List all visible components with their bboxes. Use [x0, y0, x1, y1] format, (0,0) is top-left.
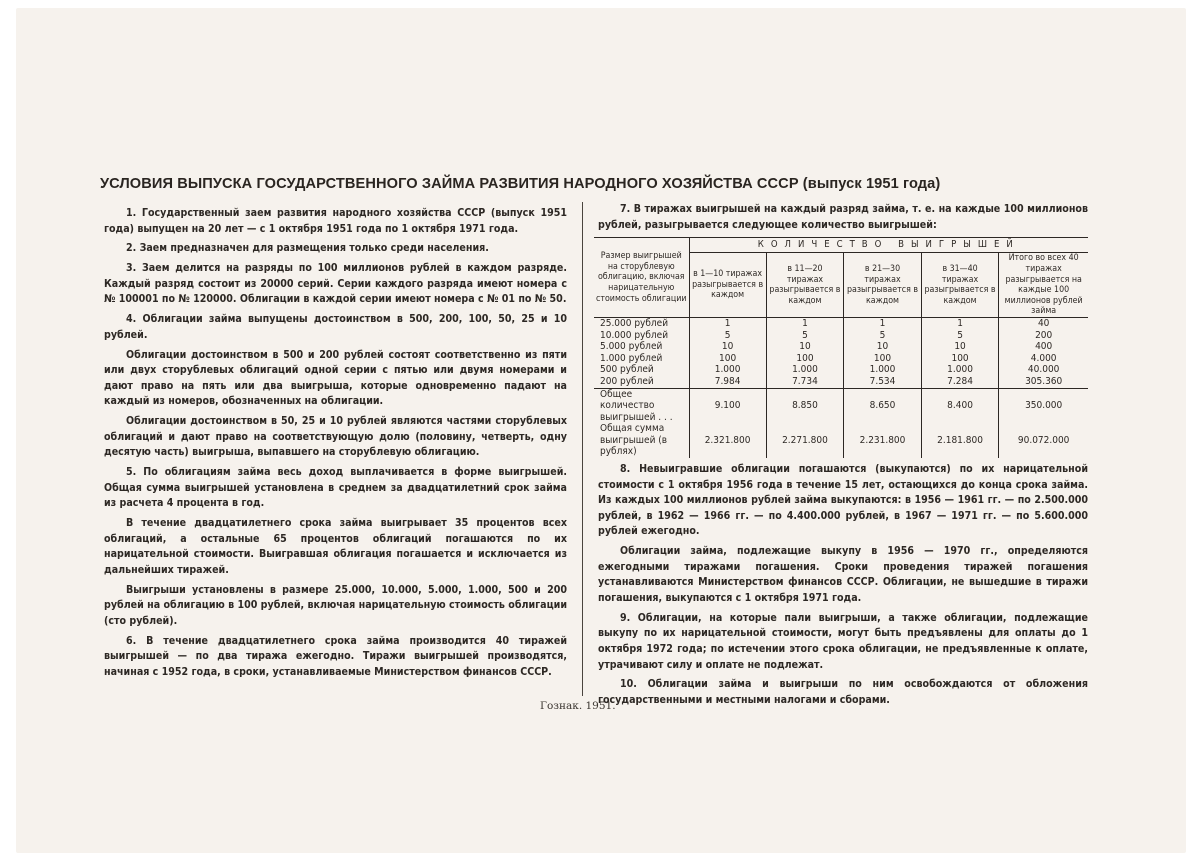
table-col-header: в 21—30 тиражах разыгрывается в каждом: [844, 253, 922, 318]
printer-imprint: Гознак. 1951.: [540, 700, 616, 712]
table-cell: 5: [766, 330, 844, 342]
table-cell: 400: [999, 341, 1088, 353]
table-cell: 7.734: [766, 376, 844, 388]
column-divider: [582, 202, 583, 696]
table-cell: 1.000: [689, 364, 766, 376]
table-cell: 1.000: [844, 364, 922, 376]
table-cell: 90.072.000: [999, 423, 1088, 458]
table-body: [594, 317, 1088, 458]
table-cell: 8.850: [766, 388, 844, 423]
table-cell: 100: [766, 353, 844, 365]
paragraph-7: 7. В тиражах выигрышей на каждый разряд займа, т. е. на каждые 100 миллионов рублей, разыгрывается следующее количество выигрышей:: [598, 203, 1088, 231]
table-row: [594, 330, 1088, 342]
table-cell: 5: [689, 330, 766, 342]
table-cell: 40.000: [999, 364, 1088, 376]
row-label: 200 рублей: [600, 375, 654, 387]
row-label: 10.000 рублей: [600, 329, 669, 341]
table-cell: 100: [844, 353, 922, 365]
table-cell: 40: [999, 317, 1088, 329]
table-cell: 1: [689, 317, 766, 329]
table-cell: 305.360: [999, 376, 1088, 388]
winnings-table: [594, 237, 1088, 458]
table-cell: 2.231.800: [844, 423, 922, 458]
table-col-header: в 11—20 тиражах разыгрывается в каждом: [766, 253, 844, 318]
table-cell: 9.100: [689, 388, 766, 423]
table-cell: 5: [921, 330, 999, 342]
table-cell: 2.271.800: [766, 423, 844, 458]
table-cell: 10: [689, 341, 766, 353]
table-cell: 100: [921, 353, 999, 365]
table-cell: 1: [844, 317, 922, 329]
table-cell: 4.000: [999, 353, 1088, 365]
row-label: 5.000 рублей: [600, 341, 663, 353]
table-cell: 7.284: [921, 376, 999, 388]
table-cell: 10: [844, 341, 922, 353]
table-cell: 7.984: [689, 376, 766, 388]
paragraph-4: 4. Облигации займа выпущены достоинством в 500, 200, 100, 50, 25 и 10 рублей.: [104, 313, 567, 341]
row-label: 1.000 рублей: [600, 352, 663, 364]
table-col-header: в 31—40 тиражах разыгрывается в каждом: [921, 253, 999, 318]
table-cell: 200: [999, 330, 1088, 342]
table-row: [594, 364, 1088, 376]
paragraph-5a: В течение двадцатилетнего срока займа выигрывает 35 процентов всех облигаций, а остальные 65 процентов облигаций погашаются по их нарицательной стоимости. Выигравшая облигация погашается и исключается из дальнейших тиражей.: [104, 517, 567, 576]
table-row: [594, 317, 1088, 329]
table-cell: 1.000: [766, 364, 844, 376]
row-label: 25.000 рублей: [600, 317, 669, 329]
table-cell: 5: [844, 330, 922, 342]
paragraph-8a: Облигации займа, подлежащие выкупу в 1956 — 1970 гг., определяются ежегодными тиражами погашения. Сроки проведения тиражей погашения устанавливаются Министерством финансов СССР. Облигации, не вышедшие в тиражи погашения, выкупаются с 1 октября 1971 года.: [598, 545, 1088, 604]
row-label: Общее количество выигрышей . . .: [594, 388, 689, 423]
paragraph-1: 1. Государственный заем развития народного хозяйства СССР (выпуск 1951 года) выпущен на 20 лет — с 1 октября 1951 года по 1 октября 1971 года.: [104, 207, 567, 235]
page-title: УСЛОВИЯ ВЫПУСКА ГОСУДАРСТВЕННОГО ЗАЙМА РАЗВИТИЯ НАРОДНОГО ХОЗЯЙСТВА СССР (выпуск 1951 года): [100, 176, 941, 192]
paragraph-5b: Выигрыши установлены в размере 25.000, 10.000, 5.000, 1.000, 500 и 200 рублей на облигацию в 100 рублей, включая нарицательную стоимость облигации (сто рублей).: [104, 583, 567, 627]
paragraph-2: 2. Заем предназначен для размещения только среди населения.: [126, 242, 489, 255]
paragraph-9: 9. Облигации, на которые пали выигрыши, а также облигации, подлежащие выкупу по их нарицательной стоимости, могут быть предъявлены для оплаты до 1 октября 1972 года; по истечении этого срока облигации, не предъявленные к оплате, утрачивают силу и оплате не подлежат.: [598, 611, 1088, 671]
row-label: Общая сумма выигрышей (в рублях): [600, 423, 668, 458]
table-cell: 1.000: [921, 364, 999, 376]
table-cell: 10: [921, 341, 999, 353]
right-column: [598, 202, 1088, 713]
paragraph-10: 10. Облигации займа и выигрыши по ним освобождаются от обложения государственными и местными налогами и сборами.: [598, 678, 1088, 706]
table-first-header: Размер выигрышей на сторублевую облигацию, включая нарицательную стоимость облигации: [594, 238, 689, 318]
table-cell: 10: [766, 341, 844, 353]
paragraph-3: 3. Заем делится на разряды по 100 миллионов рублей в каждом разряде. Каждый разряд состоит из 20000 серий. Серии каждого разряда имеют номера с № 100001 по № 120000. Облигации в каждой серии имеют номера с № 01 по № 50.: [104, 262, 567, 306]
paragraph-4b: Облигации достоинством в 50, 25 и 10 рублей являются частями сторублевых облигаций и дают право на соответствующую долю (половину, четверть, одну десятую часть) выигрыша, выпавшего на сторублевую облигацию.: [104, 415, 567, 459]
paragraph-6: 6. В течение двадцатилетнего срока займа производится 40 тиражей выигрышей — по два тиража ежегодно. Тиражи выигрышей производятся, начиная с 1952 года, в сроки, устанавливаемые Министерством финансов СССР.: [104, 634, 567, 678]
table-cell: 8.400: [921, 388, 999, 423]
table-row-total-count: [594, 388, 1088, 423]
paragraph-5: 5. По облигациям займа весь доход выплачивается в форме выигрышей. Общая сумма выигрышей установлена в среднем за двадцатилетний срок займа из расчета 4 процента в год.: [104, 466, 567, 510]
table-cell: 1: [766, 317, 844, 329]
left-column: [104, 206, 567, 685]
table-row: [594, 353, 1088, 365]
table-col-header: Итого во всех 40 тиражах разыгрывается на каждые 100 миллионов рублей займа: [999, 253, 1088, 318]
table-cell: 7.534: [844, 376, 922, 388]
table-group-header: КОЛИЧЕСТВО ВЫИГРЫШЕЙ: [689, 238, 1088, 253]
row-label: 500 рублей: [600, 364, 654, 376]
table-cell: 350.000: [999, 388, 1088, 423]
table-cell: 2.181.800: [921, 423, 999, 458]
table-cell: 100: [689, 353, 766, 365]
table-row: [594, 376, 1088, 388]
table-row: [594, 341, 1088, 353]
table-col-header: в 1—10 тиражах разыгрывается в каждом: [689, 253, 766, 318]
table-cell: 1: [921, 317, 999, 329]
paragraph-4a: Облигации достоинством в 500 и 200 рублей состоят соответственно из пяти или двух сторублевых облигаций одной серии с пятью или двумя номерами и дают право на пять или два выигрыша, которые одновременно падают на каждый из номеров, обозначенных на облигации.: [104, 348, 567, 408]
paragraph-8: 8. Невыигравшие облигации погашаются (выкупаются) по их нарицательной стоимости с 1 октября 1956 года в течение 15 лет, остающихся до конца срока займа. Из каждых 100 миллионов рублей займа выкупаются: в 1956 — 1961 гг. — по 2.500.000 рублей, в 1962 — 1966 гг. — по 4.400.000 рублей, в 1967 — 1971 гг. — по 5.600.000 рублей ежегодно.: [598, 463, 1088, 538]
table-cell: 2.321.800: [689, 423, 766, 458]
table-cell: 8.650: [844, 388, 922, 423]
table-row-total-sum: [594, 423, 1088, 458]
